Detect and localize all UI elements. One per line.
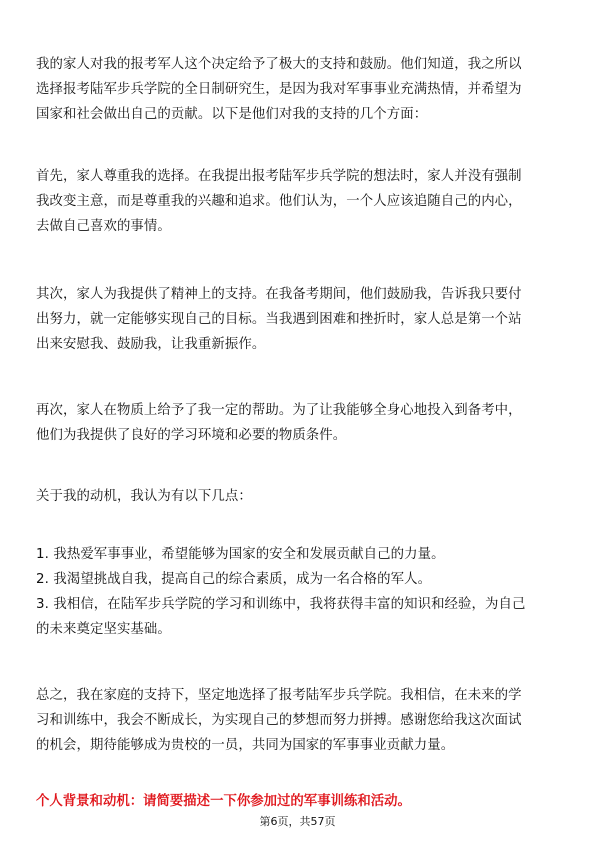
motivation-list xyxy=(36,542,561,642)
paragraph-motivation-heading xyxy=(36,484,561,509)
page-number: 第6页，共57页 xyxy=(259,815,336,828)
list-item-continuation: 的未来奠定坚实基础。 xyxy=(36,622,171,637)
list-item: 1. 我热爱军事事业，希望能够为国家的安全和发展贡献自己的力量。 xyxy=(36,547,445,562)
paragraph-second-spiritual xyxy=(36,282,561,357)
list-item: 2. 我渴望挑战自我，提高自己的综合素质，成为一名合格的军人。 xyxy=(36,572,432,587)
text-line: 出努力，就一定能够实现自己的目标。当我遇到困难和挫折时，家人总是第一个站 xyxy=(36,312,522,327)
text-line: 关于我的动机，我认为有以下几点： xyxy=(36,489,252,504)
list-item: 3. 我相信，在陆军步兵学院的学习和训练中，我将获得丰富的知识和经验，为自己 xyxy=(36,597,526,612)
text-line: 我的家人对我的报考军人这个决定给予了极大的支持和鼓励。他们知道，我之所以 xyxy=(36,57,522,72)
text-line: 的机会，期待能够成为贵校的一员，共同为国家的军事事业贡献力量。 xyxy=(36,738,455,753)
text-line: 我改变主意，而是尊重我的兴趣和追求。他们认为，一个人应该追随自己的内心， xyxy=(36,194,522,209)
paragraph-first-respect xyxy=(36,164,561,239)
paragraph-family-support-intro xyxy=(36,52,561,127)
text-line: 总之，我在家庭的支持下，坚定地选择了报考陆军步兵学院。我相信，在未来的学 xyxy=(36,688,522,703)
text-line: 他们为我提供了良好的学习环境和必要的物质条件。 xyxy=(36,428,347,443)
paragraph-conclusion xyxy=(36,683,561,758)
text-line: 去做自己喜欢的事情。 xyxy=(36,219,171,234)
text-line: 出来安慰我、鼓励我，让我重新振作。 xyxy=(36,337,266,352)
text-line: 其次，家人为我提供了精神上的支持。在我备考期间，他们鼓励我，告诉我只要付 xyxy=(36,287,522,302)
paragraph-third-material xyxy=(36,398,561,448)
text-line: 首先，家人尊重我的选择。在我提出报考陆军步兵学院的想法时，家人并没有强制 xyxy=(36,169,522,184)
interview-question: 个人背景和动机：请简要描述一下你参加过的军事训练和活动。 xyxy=(36,794,411,809)
text-line: 再次，家人在物质上给予了我一定的帮助。为了让我能够全身心地投入到备考中， xyxy=(36,403,522,418)
text-line: 国家和社会做出自己的贡献。以下是他们对我的支持的几个方面： xyxy=(36,107,428,122)
text-line: 选择报考陆军步兵学院的全日制研究生，是因为我对军事事业充满热情，并希望为 xyxy=(36,82,522,97)
text-line: 习和训练中，我会不断成长，为实现自己的梦想而努力拼搏。感谢您给我这次面试 xyxy=(36,713,522,728)
